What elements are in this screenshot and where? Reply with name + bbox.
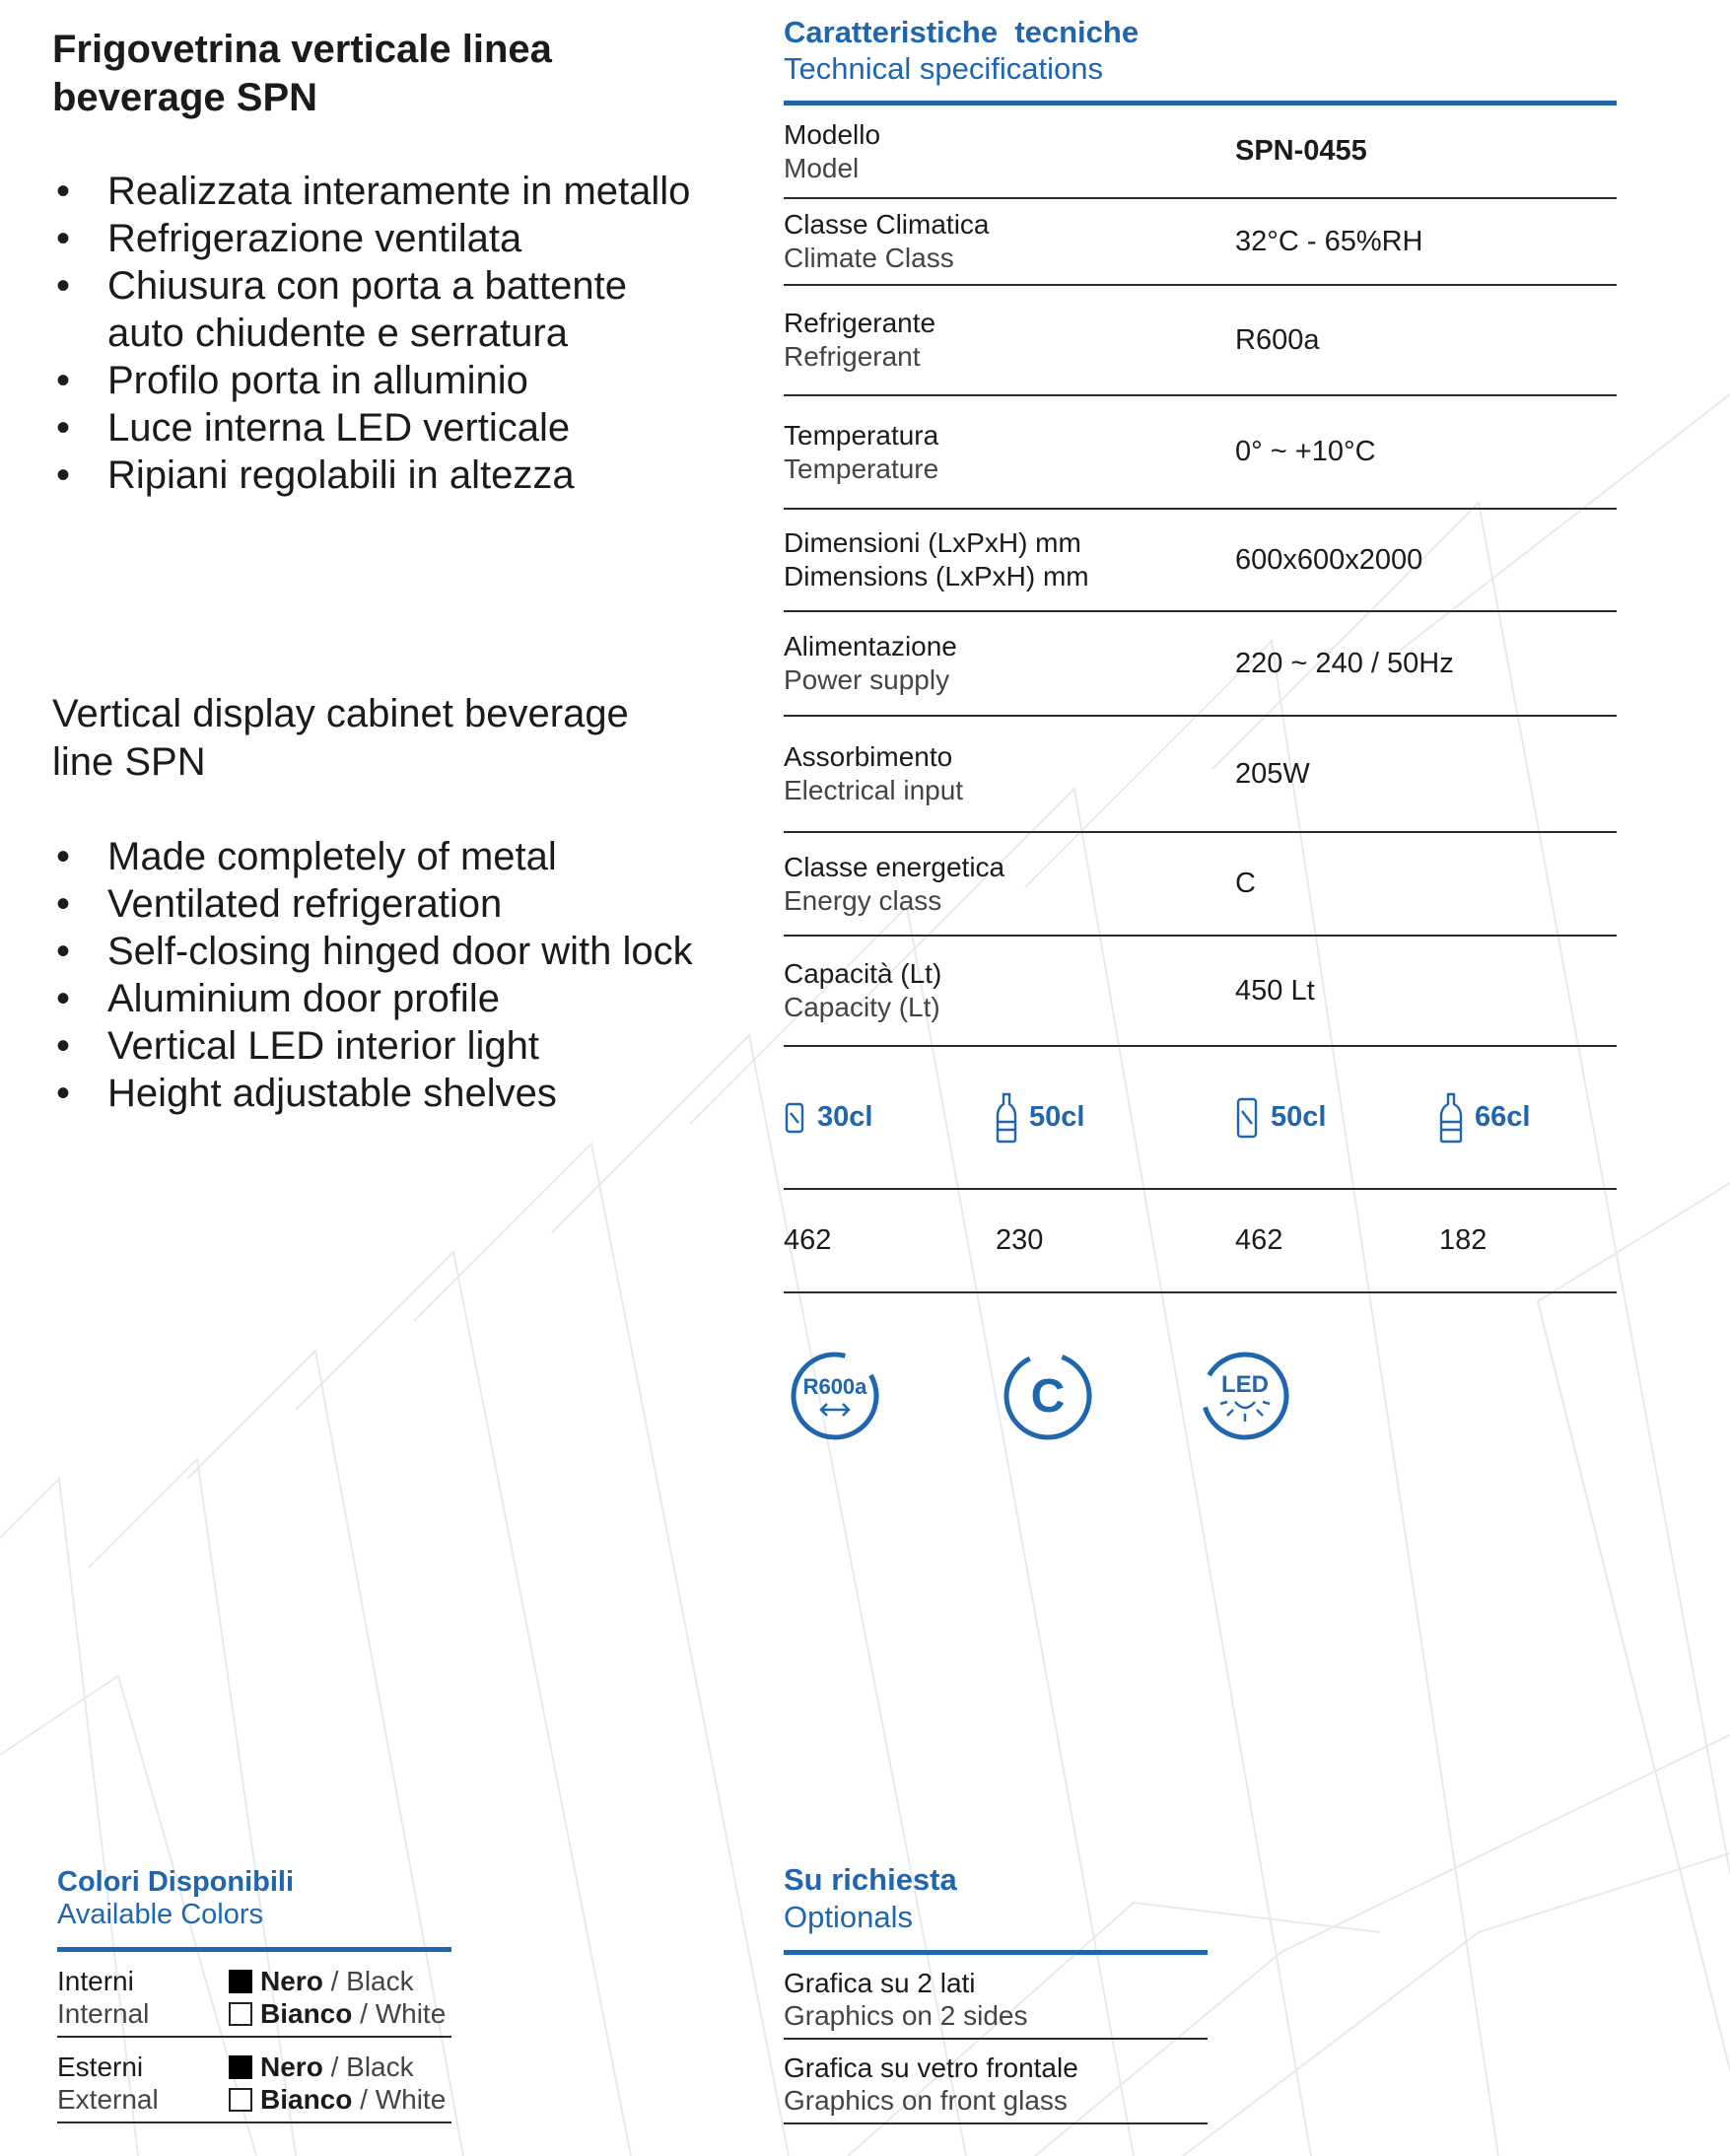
container-counts [784, 1190, 1617, 1293]
spec-label-en: Temperature [784, 452, 939, 484]
capacity-count: 230 [996, 1224, 1044, 1256]
spec-value: 450 Lt [1235, 974, 1315, 1007]
color-label-en: External [57, 2084, 159, 2115]
color-label-it: Esterni [57, 2052, 144, 2082]
spec-label-en: Model [784, 152, 860, 183]
white-swatch [229, 2088, 252, 2112]
optionals [784, 1861, 1208, 2124]
spec-label-en: Refrigerant [784, 341, 921, 372]
capacity-size-label: 66cl [1475, 1101, 1531, 1133]
spec-value: 32°C - 65%RH [1235, 225, 1423, 257]
product-title-english: Vertical display cabinet beverage line SPN [52, 692, 629, 784]
list-item: • Refrigerazione ventilata [52, 215, 703, 262]
specs-title-italian: Caratteristiche tecniche [784, 15, 1140, 49]
spec-value: R600a [1235, 323, 1320, 356]
feature-badges [784, 1349, 1617, 1443]
color-row-internal [57, 1952, 451, 2038]
optional-label-it: Grafica su 2 lati [784, 1968, 976, 1998]
capacity-size-label: 50cl [1029, 1101, 1085, 1133]
spec-label-en: Dimensions (LxPxH) mm [784, 561, 1089, 591]
capacity-bottle-66cl [1439, 1092, 1530, 1144]
spec-value: SPN-0455 [1235, 135, 1367, 167]
spec-label-en: Climate Class [784, 243, 954, 273]
refrigerant-r600a-icon [788, 1349, 882, 1443]
optional-item [784, 1955, 1208, 2040]
spec-label-it: Temperatura [784, 419, 939, 451]
capacity-can-30cl [784, 1101, 996, 1135]
spec-label-en: Energy class [784, 884, 942, 916]
color-row-external [57, 2038, 451, 2123]
feature-list-italian [52, 168, 703, 499]
spec-row-model [784, 105, 1617, 199]
spec-value: 0° ~ +10°C [1235, 436, 1376, 467]
spec-row-energy-class [784, 833, 1617, 937]
color-option-black [229, 1965, 446, 1997]
list-item: • Ripiani regolabili in altezza [52, 452, 703, 499]
spec-label-it: Dimensioni (LxPxH) mm [784, 527, 1081, 558]
led-badge-label: LED [1221, 1371, 1269, 1398]
optionals-title-english: Optionals [784, 1900, 913, 1934]
color-option-white [229, 2083, 446, 2116]
spec-value: C [1235, 868, 1256, 899]
list-item: • Self-closing hinged door with lock [52, 928, 703, 975]
color-name-it: Bianco [260, 2084, 353, 2115]
color-name-it: Nero [260, 1966, 323, 1996]
colors-title-italian: Colori Disponibili [57, 1866, 295, 1898]
capacity-size-label: 50cl [1271, 1101, 1327, 1133]
spec-label-en: Capacity (Lt) [784, 992, 940, 1022]
energy-class-c-icon [1001, 1349, 1095, 1443]
capacity-count: 462 [784, 1224, 832, 1256]
spec-row-electrical-input [784, 717, 1617, 833]
container-sizes [784, 1047, 1617, 1190]
list-item: • Vertical LED interior light [52, 1022, 703, 1070]
list-item: • Aluminium door profile [52, 975, 703, 1022]
optional-item [784, 2040, 1208, 2124]
list-item: • Realizzata interamente in metallo [52, 168, 703, 215]
list-item: • Height adjustable shelves [52, 1070, 703, 1117]
spec-label-it: Alimentazione [784, 631, 957, 661]
capacity-size-label: 30cl [817, 1101, 873, 1133]
color-name-it: Bianco [260, 1998, 353, 2029]
color-name-en: / White [360, 2084, 447, 2115]
product-title-italian: Frigovetrina verticale linea beverage SPN [52, 28, 552, 119]
optional-label-it: Grafica su vetro frontale [784, 2052, 1078, 2083]
bottle-icon [1439, 1092, 1463, 1144]
led-light-icon [1198, 1349, 1292, 1443]
bottle-icon [996, 1092, 1017, 1144]
spec-label-it: Classe energetica [784, 851, 1005, 882]
color-option-black [229, 2051, 446, 2083]
black-swatch [229, 1970, 252, 1993]
optional-label-en: Graphics on front glass [784, 2085, 1068, 2116]
spec-row-refrigerant [784, 286, 1617, 396]
spec-row-capacity [784, 937, 1617, 1047]
spec-label-en: Electrical input [784, 775, 964, 805]
refrigerant-badge-label: R600a [802, 1374, 867, 1399]
color-label-it: Interni [57, 1966, 134, 1996]
optionals-title-italian: Su richiesta [784, 1862, 957, 1897]
capacity-count: 182 [1439, 1224, 1488, 1256]
feature-list-english [52, 833, 703, 1117]
capacity-can-50cl [1235, 1096, 1439, 1140]
can-icon [1235, 1096, 1259, 1140]
spec-label-it: Refrigerante [784, 308, 936, 338]
color-option-white [229, 1997, 446, 2030]
spec-label-it: Classe Climatica [784, 209, 990, 240]
specs-title-english: Technical specifications [784, 51, 1103, 86]
list-item: • Profilo porta in alluminio [52, 357, 703, 404]
list-item: • Chiusura con porta a battente auto chiudente e serratura [52, 262, 703, 357]
spec-value: 600x600x2000 [1235, 543, 1423, 576]
list-item: • Ventilated refrigeration [52, 880, 703, 928]
color-name-it: Nero [260, 2052, 323, 2082]
color-name-en: / Black [330, 2052, 414, 2082]
optional-label-en: Graphics on 2 sides [784, 2000, 1028, 2031]
spec-row-climate-class [784, 199, 1617, 286]
white-swatch [229, 2002, 252, 2026]
list-item: • Luce interna LED verticale [52, 404, 703, 452]
list-item: • Made completely of metal [52, 833, 703, 880]
spec-label-it: Modello [784, 118, 881, 150]
spec-label-it: Assorbimento [784, 741, 953, 772]
capacity-count: 462 [1235, 1224, 1283, 1256]
spec-label-it: Capacità (Lt) [784, 958, 942, 989]
available-colors [57, 1866, 451, 2123]
color-name-en: / Black [330, 1966, 414, 1996]
color-label-en: Internal [57, 1998, 150, 2029]
spec-row-dimensions [784, 510, 1617, 612]
colors-title-english: Available Colors [57, 1899, 264, 1930]
spec-value: 205W [1235, 757, 1310, 790]
spec-value: 220 ~ 240 / 50Hz [1235, 647, 1454, 679]
technical-specifications [784, 14, 1617, 1443]
can-icon [784, 1101, 805, 1135]
black-swatch [229, 2055, 252, 2079]
energy-class-badge-label: C [1030, 1370, 1066, 1423]
color-name-en: / White [360, 1998, 447, 2029]
spec-label-en: Power supply [784, 664, 950, 695]
spec-row-power-supply [784, 612, 1617, 717]
spec-row-temperature [784, 396, 1617, 510]
capacity-bottle-50cl [996, 1092, 1235, 1144]
